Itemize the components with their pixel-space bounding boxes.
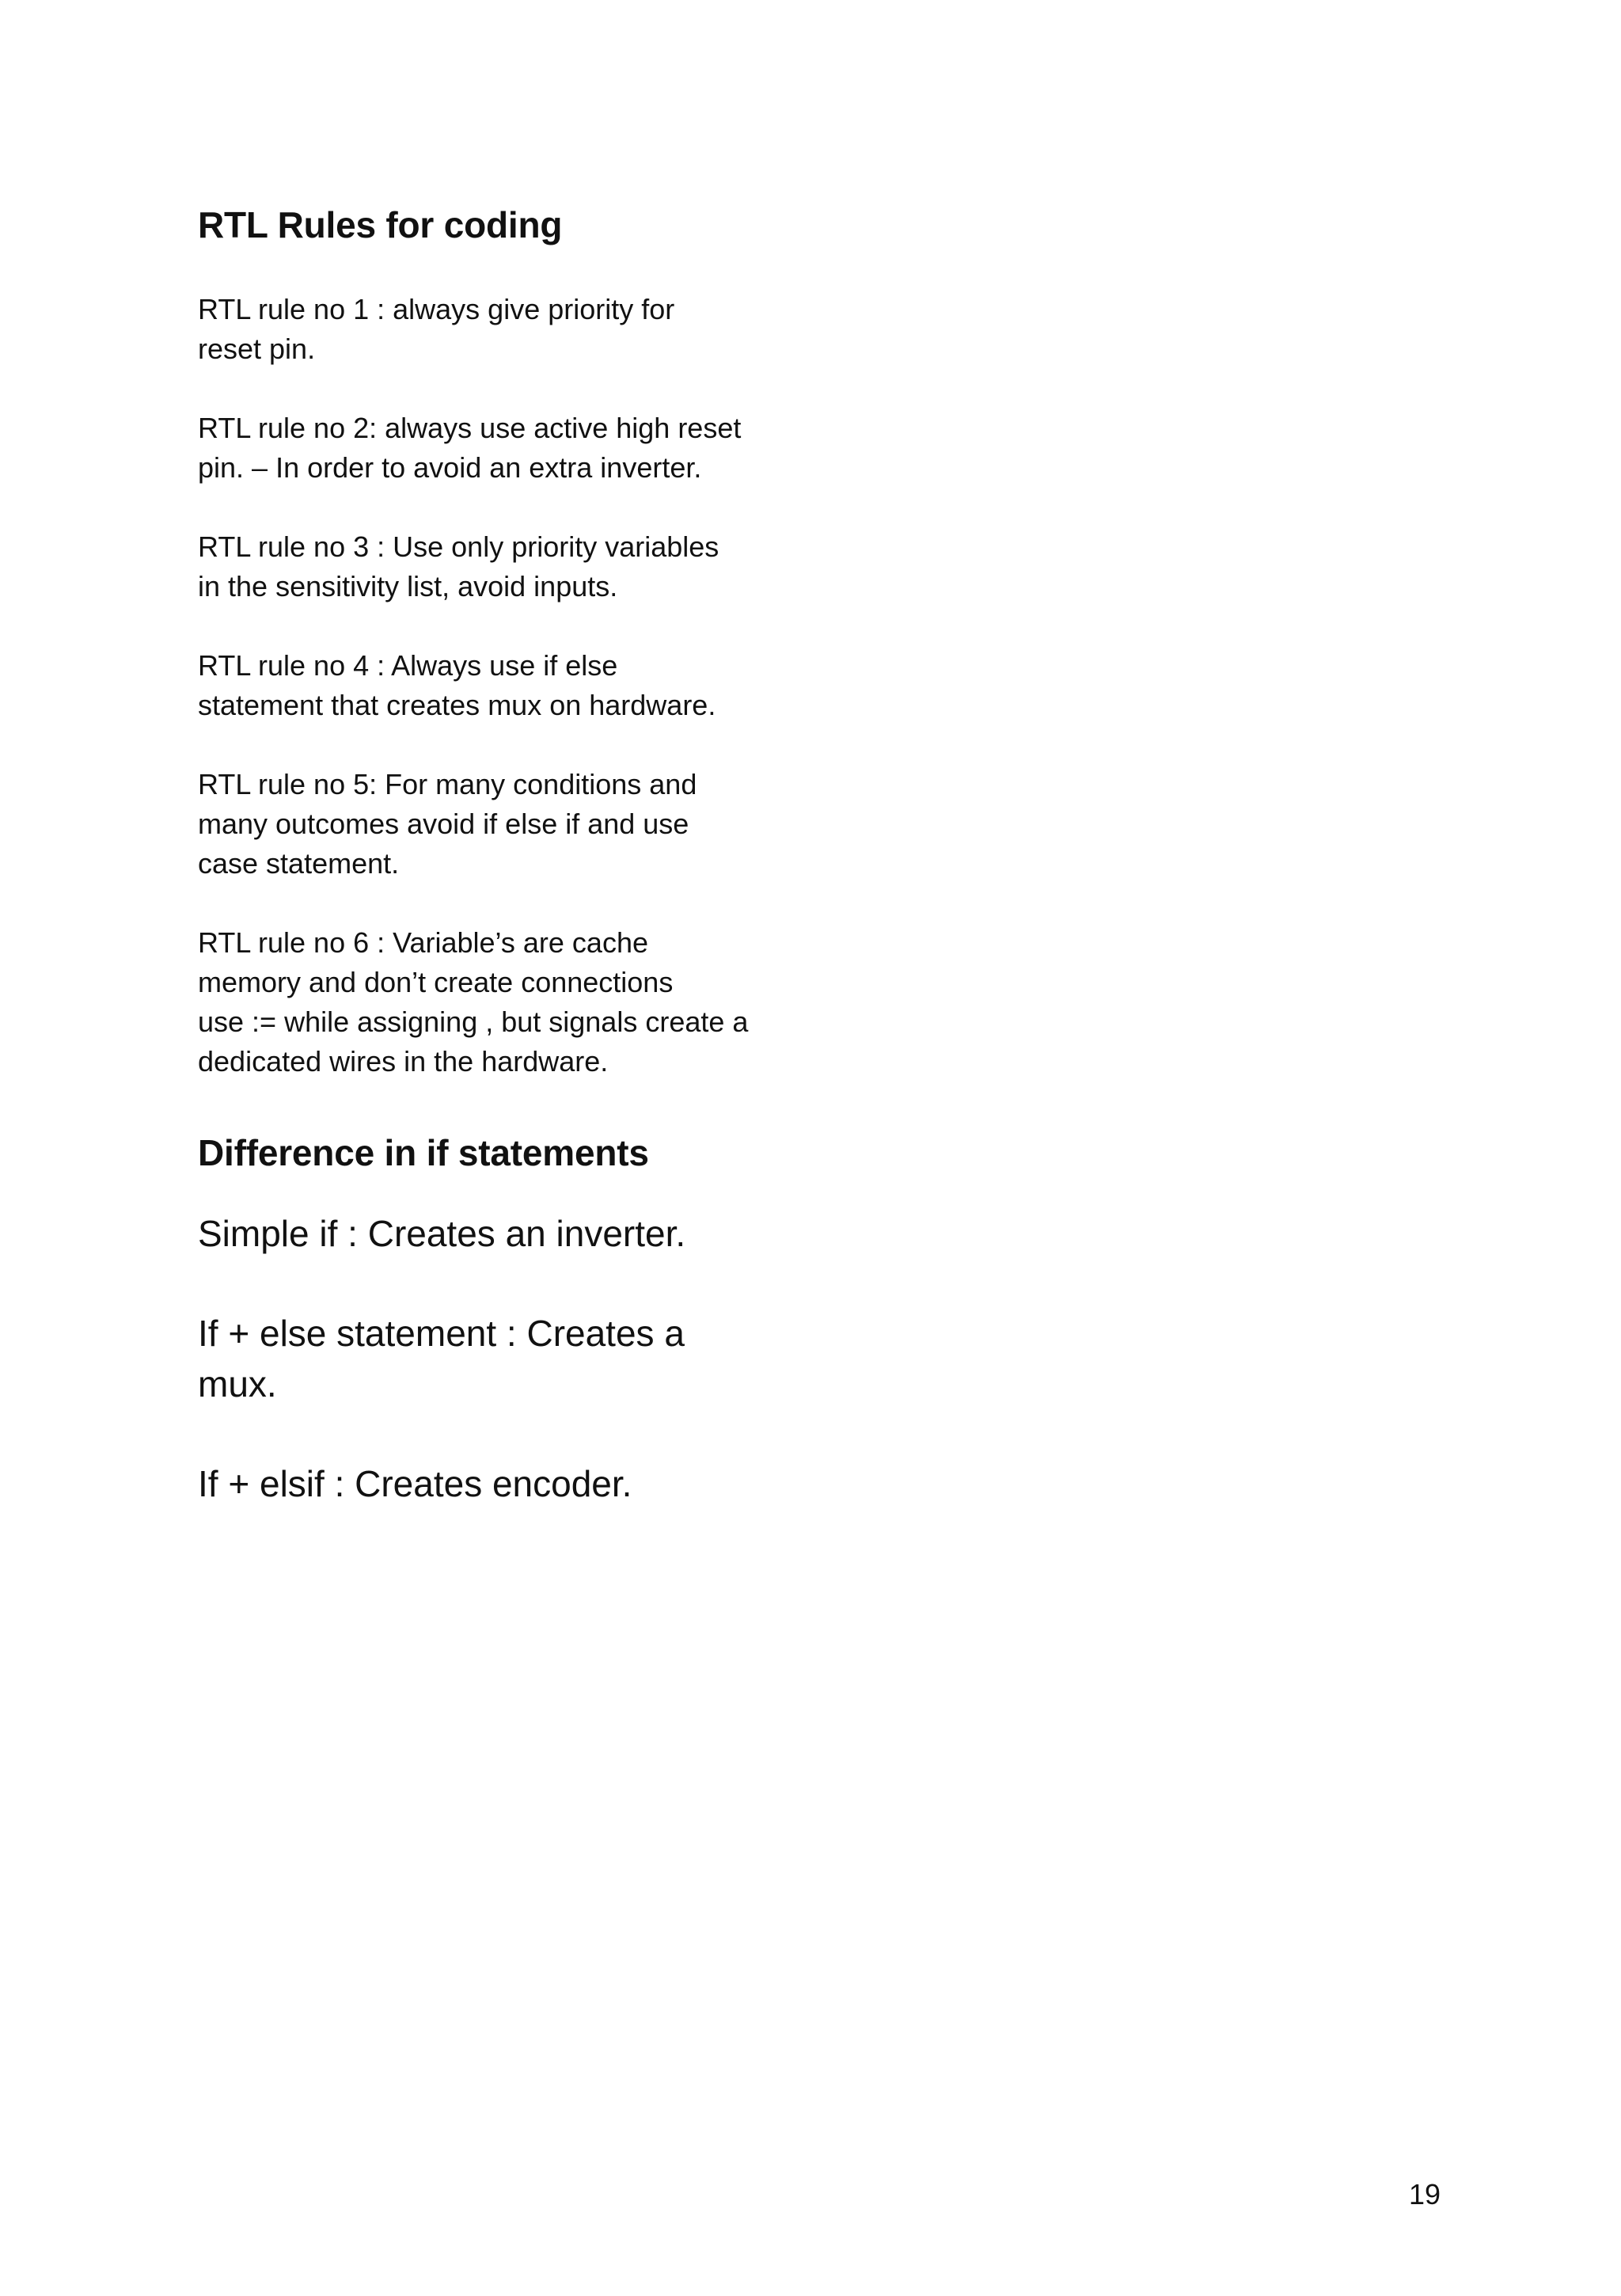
page-content — [198, 200, 799, 1558]
if-elsif-statement: If + elsif : Creates encoder. — [198, 1463, 632, 1504]
section-title-rtl-rules: RTL Rules for coding — [198, 204, 563, 245]
simple-if-statement: Simple if : Creates an inverter. — [198, 1213, 686, 1254]
rtl-rule-3: RTL rule no 3 : Use only priority variables in the sensitivity list, avoid inputs. — [198, 530, 719, 603]
rtl-rule-4: RTL rule no 4 : Always use if else statement that creates mux on hardware. — [198, 649, 716, 721]
section-title-if-statements: Difference in if statements — [198, 1132, 649, 1173]
rtl-rule-1: RTL rule no 1 : always give priority for reset pin. — [198, 293, 675, 365]
rtl-rule-5: RTL rule no 5: For many conditions and many outcomes avoid if else if and use case statement. — [198, 768, 697, 880]
if-statement-list — [198, 1208, 799, 1509]
if-else-statement: If + else statement : Creates a mux. — [198, 1313, 685, 1405]
page-number: 19 — [1408, 2178, 1441, 2210]
rtl-rules-list — [198, 290, 799, 1081]
rtl-rule-6: RTL rule no 6 : Variable’s are cache memory and don’t create connections use := while assigning , but signals create a dedicated wires in the hardware. — [198, 926, 749, 1078]
rtl-rule-2: RTL rule no 2: always use active high reset pin. – In order to avoid an extra inverter. — [198, 412, 742, 484]
